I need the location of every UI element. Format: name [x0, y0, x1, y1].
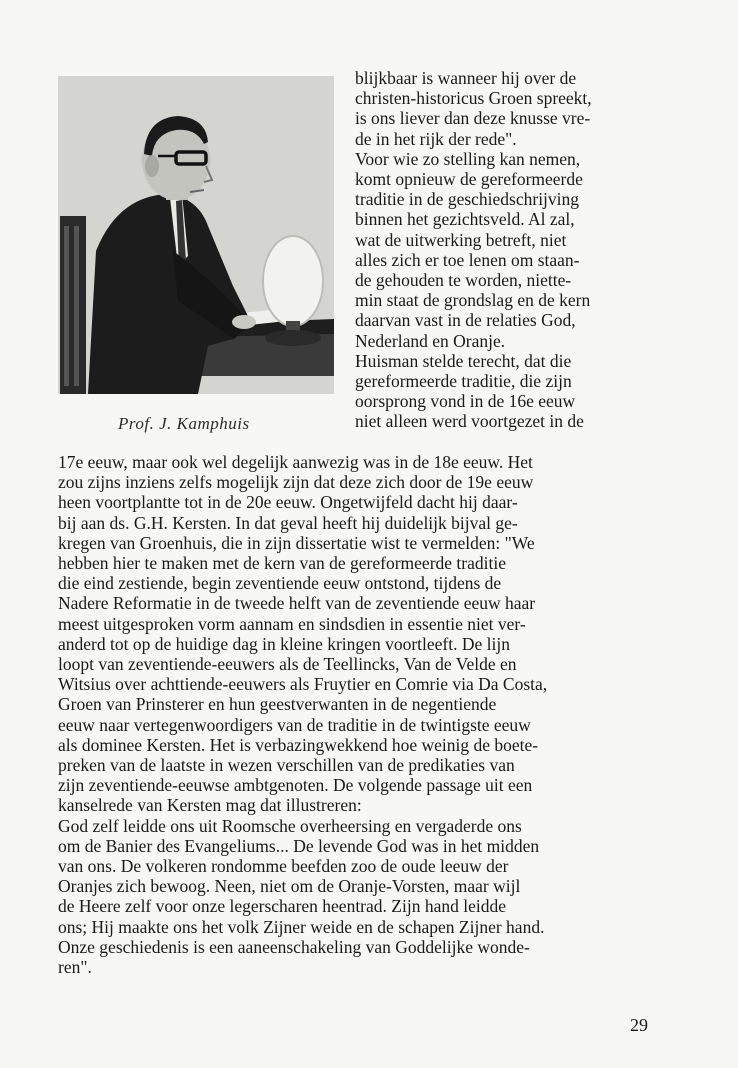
- text-line: preken van de laatste in wezen verschillen van de predikaties van: [58, 755, 515, 776]
- text-line: Nadere Reformatie in de tweede helft van de zeventiende eeuw haar: [58, 593, 536, 614]
- column-text: [355, 68, 685, 432]
- text-line: Groen van Prinsterer en hun geestverwanten in de negentiende: [58, 694, 497, 715]
- photo-caption: Prof. J. Kamphuis: [118, 414, 250, 433]
- text-line: de Heere zelf voor onze legerscharen heentrad. Zijn hand leidde: [58, 896, 506, 917]
- text-line: anderd tot op de huidige dag in kleine kringen voortleeft. De lijn: [58, 633, 510, 654]
- text-line: als dominee Kersten. Het is verbazingwekkend hoe weinig de boete-: [58, 734, 539, 755]
- text-line: Oranjes zich bewoog. Neen, niet om de Oranje-Vorsten, maar wijl: [58, 876, 521, 897]
- text-line: Onze geschiedenis is een aaneenschakeling van Goddelijke wonde-: [58, 936, 530, 957]
- text-line: kregen van Groenhuis, die in zijn dissertatie wist te vermelden: "We: [58, 532, 535, 553]
- text-line: niet alleen werd voortgezet in de: [355, 411, 584, 432]
- text-line: de gehouden te worden, niette-: [355, 270, 572, 291]
- text-line: de in het rijk der rede".: [355, 128, 517, 149]
- text-line: daarvan vast in de relaties God,: [355, 310, 576, 331]
- portrait-photo: [58, 76, 334, 394]
- text-line: Voor wie zo stelling kan nemen,: [355, 148, 581, 169]
- text-line: God zelf leidde ons uit Roomsche overheersing en vergaderde ons: [58, 815, 522, 836]
- text-line: zijn zeventiende-eeuwse ambtgenoten. De volgende passage uit een: [58, 775, 533, 796]
- text-line: om de Banier des Evangeliums... De levende God was in het midden: [58, 835, 540, 856]
- page-number: 29: [630, 1015, 648, 1035]
- text-line: gereformeerde traditie, die zijn: [355, 371, 572, 392]
- text-line: bij aan ds. G.H. Kersten. In dat geval heeft hij duidelijk bijval ge-: [58, 512, 518, 533]
- text-line: Witsius over achttiende-eeuwers als Fruytier en Comrie via Da Costa,: [58, 674, 548, 695]
- text-line: oorsprong vond in de 16e eeuw: [355, 391, 576, 412]
- text-line: ons; Hij maakte ons het volk Zijner weide en de schapen Zijner hand.: [58, 916, 545, 937]
- text-line: min staat de grondslag en de kern: [355, 290, 591, 311]
- text-line: die eind zestiende, begin zeventiende eeuw ontstond, tijdens de: [58, 573, 502, 594]
- text-line: komt opnieuw de gereformeerde: [355, 169, 583, 190]
- text-line: heen voortplantte tot in de 20e eeuw. Ongetwijfeld dacht hij daar-: [58, 492, 518, 513]
- text-line: loopt van zeventiende-eeuwers als de Teellincks, Van de Velde en: [58, 654, 517, 675]
- text-line: zou zijns inziens zelfs mogelijk zijn dat deze zich door de 19e eeuw: [58, 472, 534, 493]
- text-line: is ons liever dan deze knusse vre-: [355, 108, 591, 129]
- text-line: ren".: [58, 957, 92, 978]
- text-line: meest uitgesproken vorm aannam en sindsdien in essentie niet ver-: [58, 613, 526, 634]
- portrait-illustration: [58, 76, 334, 394]
- text-line: Huisman stelde terecht, dat die: [355, 350, 572, 371]
- text-line: Nederland en Oranje.: [355, 330, 506, 351]
- text-line: van ons. De volkeren rondomme beefden zoo de oude leeuw der: [58, 856, 509, 877]
- text-line: 17e eeuw, maar ook wel degelijk aanwezig was in de 18e eeuw. Het: [58, 452, 533, 472]
- text-line: alles zich er toe lenen om staan-: [355, 249, 580, 270]
- body-text: [58, 452, 688, 977]
- text-line: kanselrede van Kersten mag dat illustreren:: [58, 795, 362, 816]
- text-line: traditie in de geschiedschrijving: [355, 189, 580, 210]
- text-line: binnen het gezichtsveld. Al zal,: [355, 209, 575, 230]
- text-line: christen-historicus Groen spreekt,: [355, 88, 592, 109]
- text-line: eeuw naar vertegenwoordigers van de traditie in de twintigste eeuw: [58, 714, 531, 735]
- text-line: blijkbaar is wanneer hij over de: [355, 68, 577, 88]
- text-line: hebben hier te maken met de kern van de gereformeerde traditie: [58, 553, 506, 574]
- text-line: wat de uitwerking betreft, niet: [355, 229, 567, 250]
